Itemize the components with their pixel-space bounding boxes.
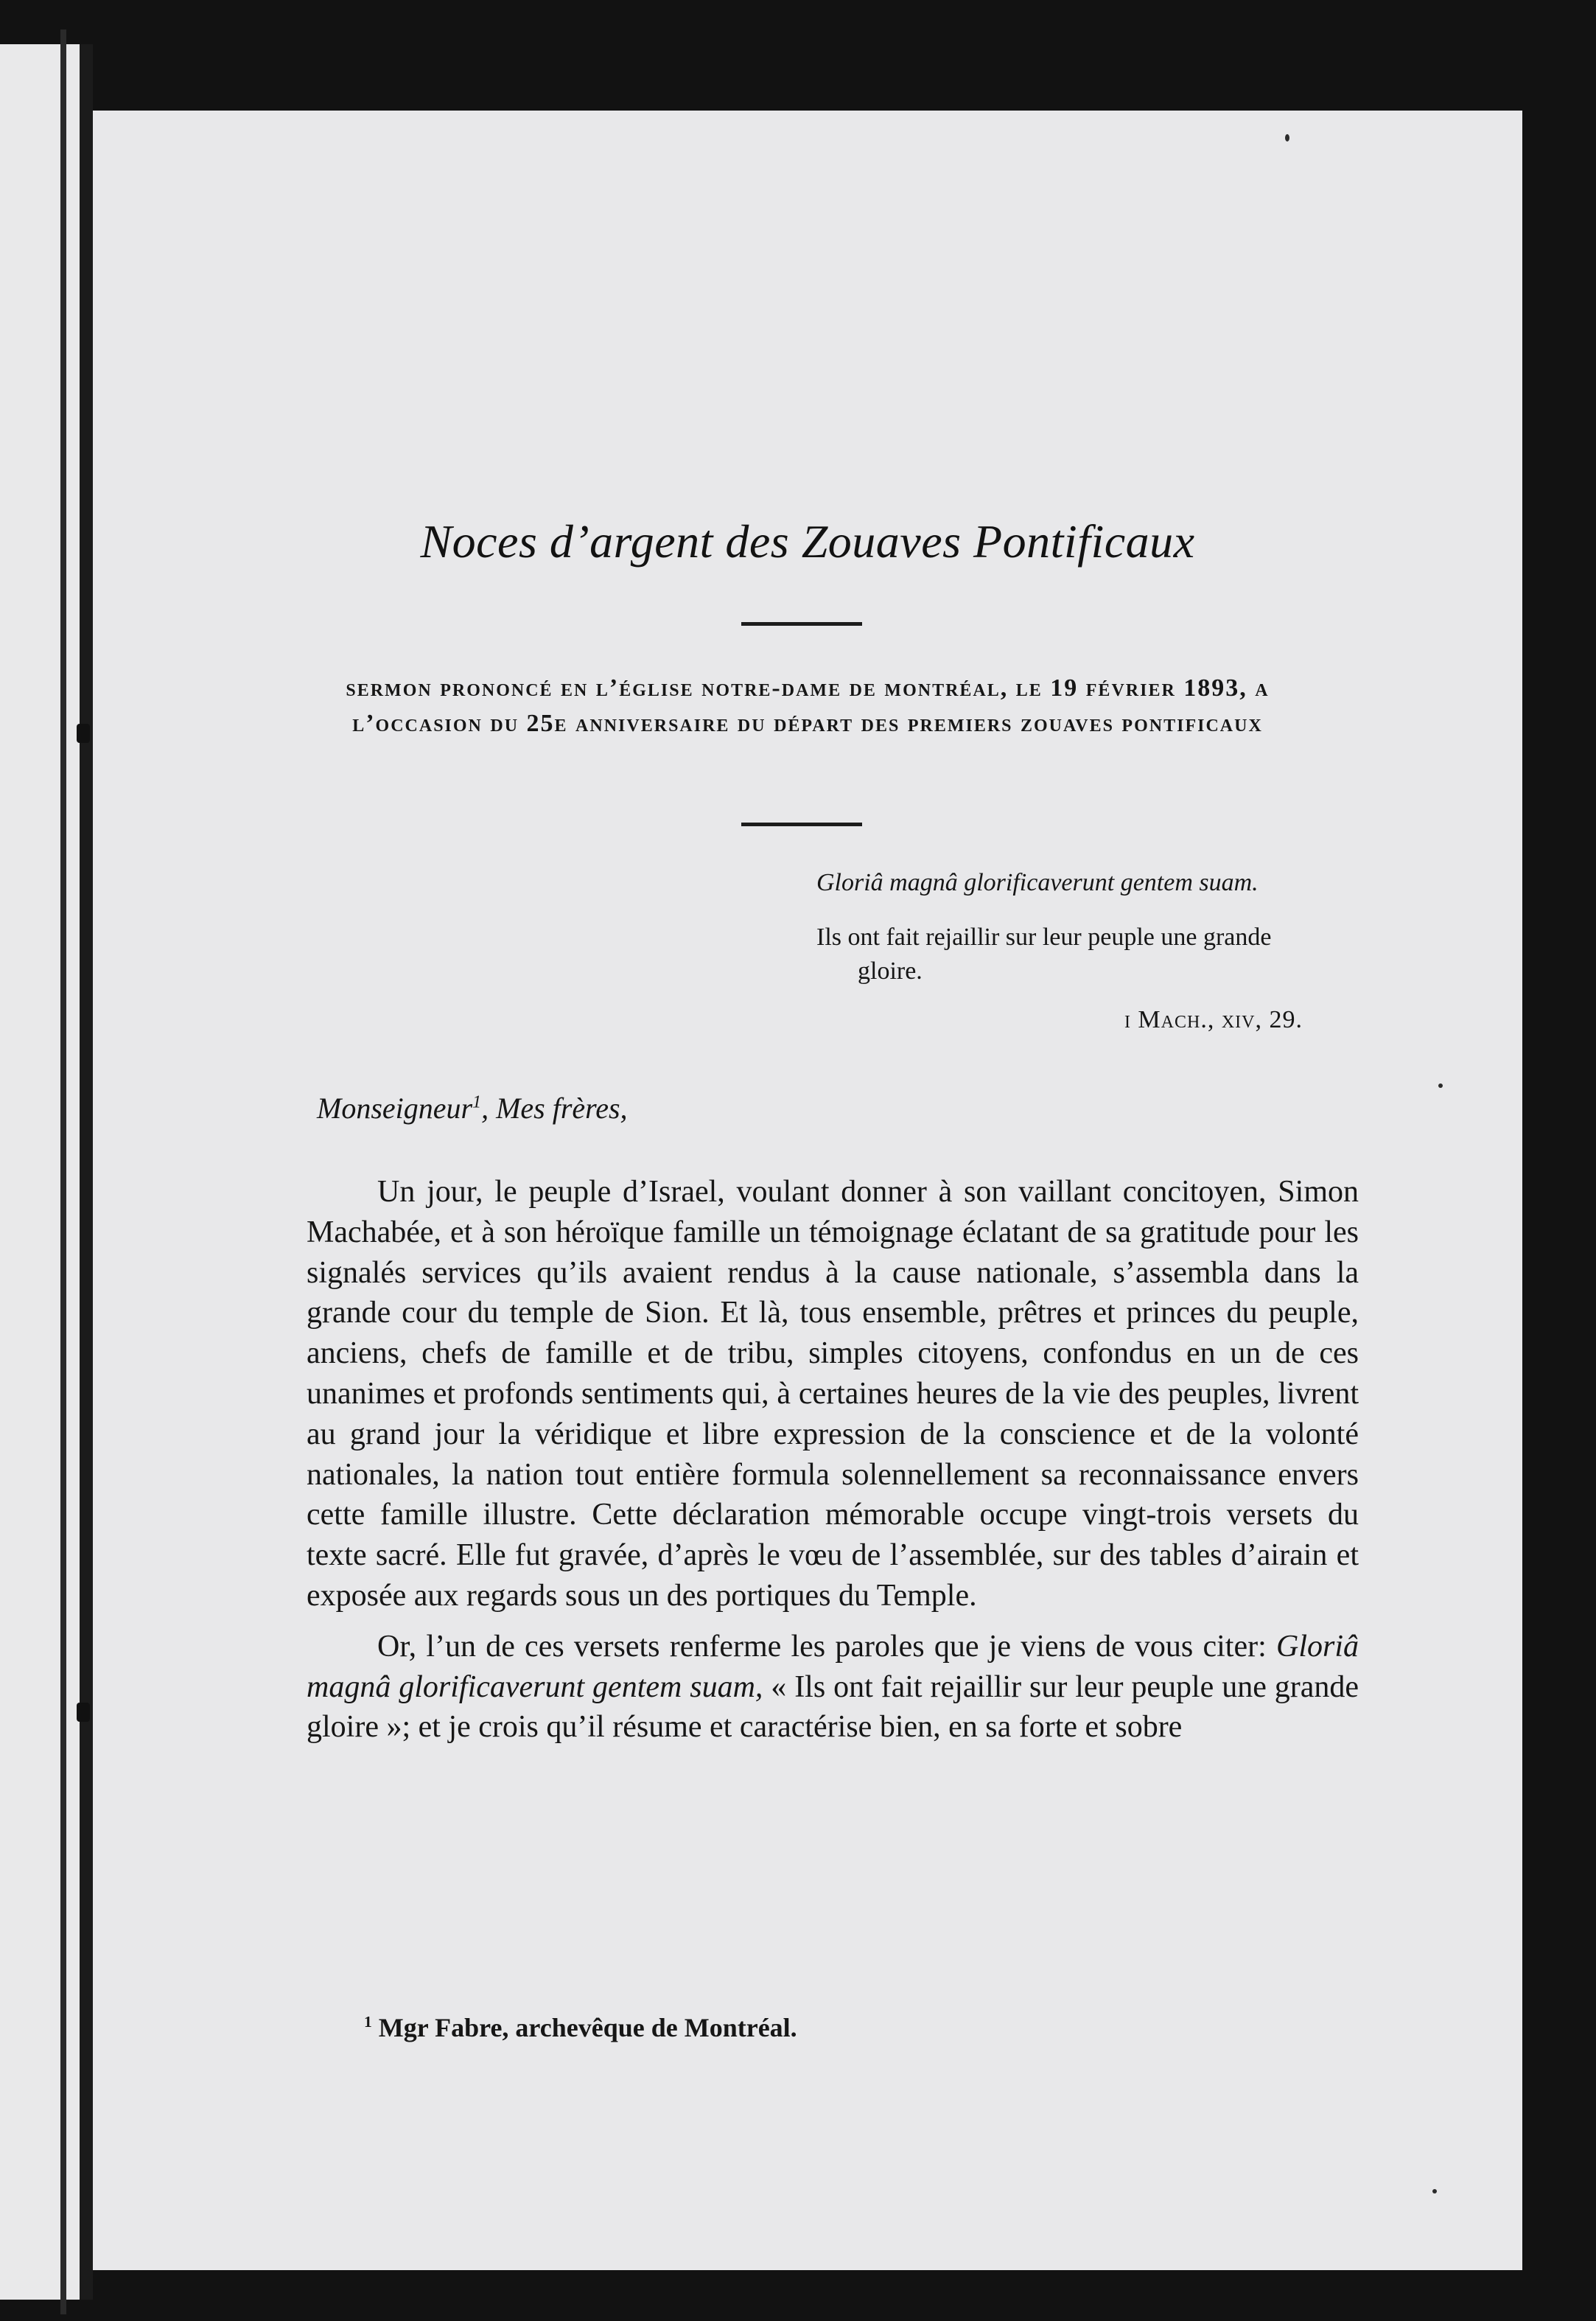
salutation-text-end: , Mes frères, (481, 1092, 628, 1125)
speck (1438, 1083, 1443, 1088)
title-divider (741, 622, 862, 626)
subtitle-divider (741, 823, 862, 826)
paragraph (307, 1627, 1359, 1748)
latin-quote: Gloriâ magnâ glorificaverunt gentem suam, (307, 1629, 1359, 1704)
binding-gutter (80, 44, 93, 2300)
page-edge-shadow (60, 29, 66, 2314)
paragraph-text: « Ils ont fait rejaillir sur leur peuple une grande gloire »; et je crois qu’il résume et caractérise bien, en sa forte et sobre (307, 1669, 1359, 1745)
speck (1285, 134, 1289, 142)
epigraph (816, 866, 1303, 1037)
epigraph-reference: i Mach., xiv, 29. (1124, 1006, 1303, 1033)
previous-page-strip (0, 44, 88, 2300)
binding-mark (77, 724, 90, 743)
salutation (317, 1091, 628, 1125)
document-page (93, 111, 1522, 2270)
paragraph-text: Or, l’un de ces versets renferme les paroles que je viens de vous citer: (377, 1629, 1276, 1664)
footnote-reference: 1 (472, 1092, 482, 1112)
binding-mark (77, 1703, 90, 1722)
footnote-text: Mgr Fabre, archevêque de Montréal. (371, 2013, 797, 2042)
sermon-subtitle: sermon prononcé en l’église notre-dame de montréal, le 19 février 1893, a l’occasion du 25e anniversaire du départ des premiers zouaves pontificaux (346, 674, 1270, 737)
salutation-text: Monseigneur (317, 1092, 473, 1125)
speck (1432, 2189, 1437, 2193)
epigraph-french: Ils ont fait rejaillir sur leur peuple une grande gloire. (816, 924, 1272, 985)
footnote-mark: 1 (364, 2013, 372, 2031)
paragraph: Un jour, le peuple d’Israel, voulant donner à son vaillant concitoyen, Simon Machabée, et à son héroïque famille un témoignage éclatant de sa gratitude pour les signalés services qu’ils avaient rendus à la cause nationale, s’assembla dans la grande cour du temple de Sion. Et là, tous ensemble, prêtres et princes du peuple, anciens, chefs de famille et de tribu, simples citoyens, confondus en un de ces unanimes et profonds sentiments qui, à certaines heures de la vie des peuples, livrent au grand jour la véridique et libre expression de la conscience et de la volonté nationales, la nation tout entière formula solennellement sa reconnaissance envers cette famille illustre. Cette déclaration mémorable occupe vingt-trois versets du texte sacré. Elle fut gravée, d’après le vœu de l’assemblée, sur des tables d’airain et exposée aux regards sous un des portiques du Temple. (307, 1175, 1359, 1613)
sermon-body (307, 1172, 1359, 1748)
footnote (364, 2012, 797, 2043)
epigraph-latin: Gloriâ magnâ glorificaverunt gentem suam. (816, 869, 1259, 896)
page-title: Noces d’argent des Zouaves Pontificaux (420, 515, 1195, 568)
